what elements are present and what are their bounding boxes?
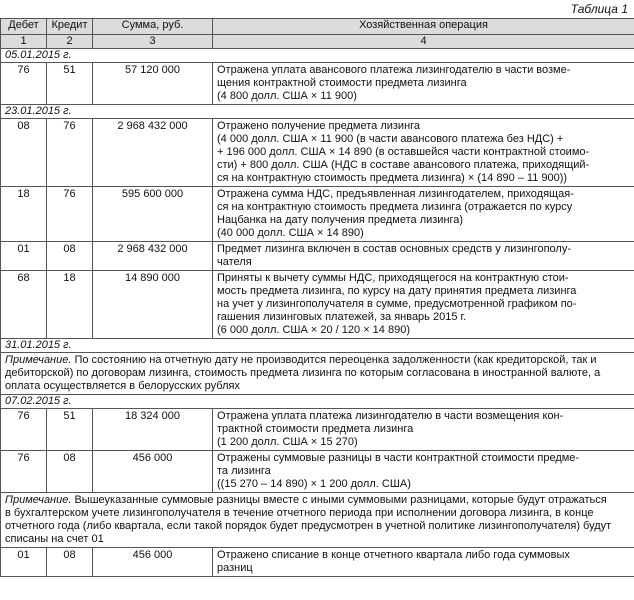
table-row (1, 451, 634, 493)
table-row (1, 187, 634, 242)
operation-line: гашения лизинговых платежей, за январь 2015 г. (217, 311, 467, 323)
section-date: 05.01.2015 г. (1, 49, 634, 63)
note-cell (1, 353, 634, 395)
operation-line: (4 800 долл. США × 11 900) (217, 90, 357, 102)
table-row (1, 409, 634, 451)
col-number: 2 (47, 35, 93, 49)
operation-cell (213, 63, 634, 105)
operation-line: (4 000 долл. США × 11 900 (в части авансового платежа без НДС) + (217, 133, 564, 145)
debit-cell: 08 (1, 119, 47, 187)
note-line: дебиторской) по договорам лизинга, стоимость предмета лизинга по которым согласована в иностранной валюте, а (5, 367, 601, 379)
operation-line: Отражена уплата платежа лизингодателю в части возмещения кон- (217, 410, 564, 422)
table-row (1, 119, 634, 187)
operation-cell (213, 548, 634, 577)
section-date: 07.02.2015 г. (1, 395, 634, 409)
sum-cell: 57 120 000 (93, 63, 213, 105)
operation-line: ся на контрактную стоимость предмета лизинга) × (14 890 – 11 900)) (217, 172, 568, 184)
note-label: Примечание. (5, 494, 72, 506)
operation-line: щения контрактной стоимости предмета лизинга (217, 77, 467, 89)
note-line: отчетного года (либо квартала, если такой порядок будет предусмотрен в учетной политике лизингополучателя) будут (5, 520, 612, 532)
note-line: оплата осуществляется в белорусских рублях (5, 380, 240, 392)
header-debit: Дебет (1, 19, 47, 35)
operation-cell (213, 409, 634, 451)
operation-cell (213, 187, 634, 242)
header-operation: Хозяйственная операция (213, 19, 634, 35)
header-credit: Кредит (47, 19, 93, 35)
operation-line: сти) + 800 долл. США (НДС в составе авансового платежа, приходящий- (217, 159, 590, 171)
operation-line: ((15 270 – 14 890) × 1 200 долл. США) (217, 478, 411, 490)
sum-cell: 595 600 000 (93, 187, 213, 242)
credit-cell: 08 (47, 548, 93, 577)
credit-cell: 08 (47, 242, 93, 271)
operation-cell (213, 271, 634, 339)
debit-cell: 76 (1, 63, 47, 105)
credit-cell: 76 (47, 119, 93, 187)
operation-line: (1 200 долл. США × 15 270) (217, 436, 358, 448)
operation-line: Приняты к вычету суммы НДС, приходящегося на контрактную стои- (217, 272, 569, 284)
sum-cell: 2 968 432 000 (93, 119, 213, 187)
debit-cell: 01 (1, 548, 47, 577)
operation-line: разниц (217, 562, 253, 574)
credit-cell: 08 (47, 451, 93, 493)
note-row (1, 353, 634, 395)
operation-line: Нацбанка на дату получения предмета лизинга) (217, 214, 464, 226)
debit-cell: 68 (1, 271, 47, 339)
operation-cell (213, 451, 634, 493)
table-row (1, 548, 634, 577)
note-line: списаны на счет 01 (5, 533, 104, 545)
debit-cell: 01 (1, 242, 47, 271)
operation-cell (213, 119, 634, 187)
operation-line: мость предмета лизинга, по курсу на дату принятия предмета лизинга (217, 285, 577, 297)
operation-cell (213, 242, 634, 271)
table-caption: Таблица 1 (570, 2, 628, 16)
sum-cell: 456 000 (93, 548, 213, 577)
note-cell (1, 493, 634, 548)
operation-line: Отражены суммовые разницы в части контрактной стоимости предме- (217, 452, 580, 464)
col-number: 1 (1, 35, 47, 49)
operation-line: + 196 000 долл. США × 14 890 (в оставшейся части контрактной стоимо- (217, 146, 590, 158)
operation-line: трактной стоимости предмета лизинга (217, 423, 414, 435)
note-line: в бухгалтерском учете лизингополучателя в течение отчетного периода при исполнении договора лизинга, в конце (5, 507, 594, 519)
operation-line: (40 000 долл. США × 14 890) (217, 227, 364, 239)
operation-line: (6 000 долл. США × 20 / 120 × 14 890) (217, 324, 410, 336)
sum-cell: 14 890 000 (93, 271, 213, 339)
sum-cell: 18 324 000 (93, 409, 213, 451)
debit-cell: 18 (1, 187, 47, 242)
debit-cell: 76 (1, 451, 47, 493)
note-line: По состоянию на отчетную дату не производится переоценка задолженности (как кредиторской, так и (71, 354, 597, 366)
operation-line: Отражена сумма НДС, предъявленная лизингодателем, приходящая- (217, 188, 574, 200)
sum-cell: 2 968 432 000 (93, 242, 213, 271)
operation-line: Предмет лизинга включен в состав основных средств у лизингополу- (217, 243, 571, 255)
col-number: 4 (213, 35, 634, 49)
col-number: 3 (93, 35, 213, 49)
operation-line: Отражено получение предмета лизинга (217, 120, 421, 132)
note-line: Вышеуказанные суммовые разницы вместе с иными суммовыми разницами, которые будут отражаться (71, 494, 607, 506)
section-date: 31.01.2015 г. (1, 339, 634, 353)
note-row (1, 493, 634, 548)
credit-cell: 51 (47, 409, 93, 451)
credit-cell: 51 (47, 63, 93, 105)
header-sum: Сумма, руб. (93, 19, 213, 35)
table-row (1, 271, 634, 339)
operation-line: Отражена уплата авансового платежа лизингодателю в части возме- (217, 64, 571, 76)
credit-cell: 76 (47, 187, 93, 242)
operation-line: Отражено списание в конце отчетного квартала либо года суммовых (217, 549, 570, 561)
accounting-table (0, 18, 634, 577)
operation-line: ся на контрактную стоимость предмета лизинга (отражается по курсу (217, 201, 573, 213)
note-label: Примечание. (5, 354, 72, 366)
table-row (1, 63, 634, 105)
debit-cell: 76 (1, 409, 47, 451)
operation-line: чателя (217, 256, 252, 268)
sum-cell: 456 000 (93, 451, 213, 493)
credit-cell: 18 (47, 271, 93, 339)
operation-line: на учет у лизингополучателя в сумме, предусмотренной графиком по- (217, 298, 577, 310)
section-date: 23.01.2015 г. (1, 105, 634, 119)
operation-line: та лизинга (217, 465, 271, 477)
table-row (1, 242, 634, 271)
